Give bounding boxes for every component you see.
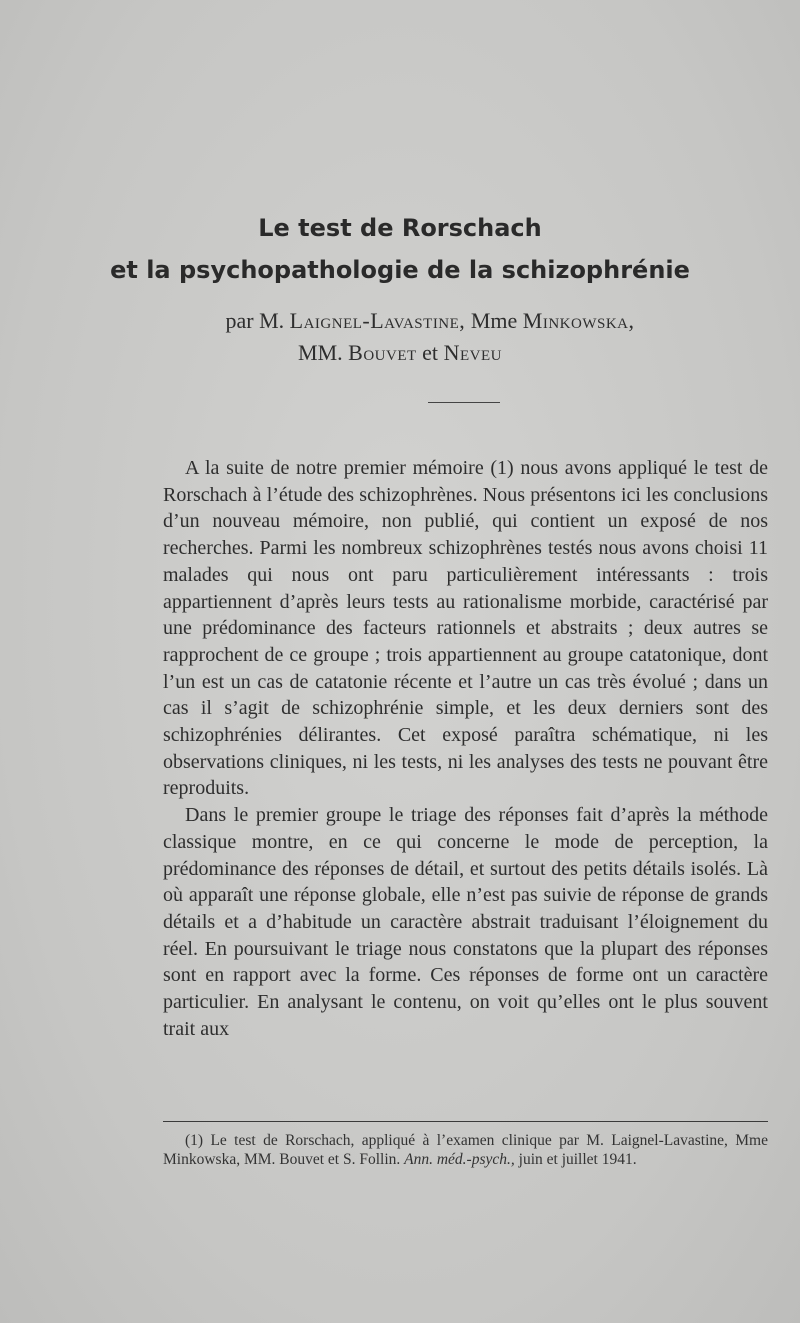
paragraph-2: Dans le premier groupe le triage des réponses fait d’après la méthode classique montre, en ce qui concerne le mode de perception, la prédominance des réponses de détail, et surtout des petits détails isolés. Là où apparaît une réponse globale, elle n’est pas suivie de réponse de grands détails et a d’habitude un caractère abstrait traduisant l’éloignement du réel. En poursuivant le triage nous constatons que la plupart des réponses sont en rapport avec la forme. Ces réponses de forme ont un caractère particulier. En analysant le contenu, on voit qu’elles ont le plus souvent trait aux bbox=[163, 804, 768, 1040]
title-line-1: Le test de Rorschach bbox=[258, 214, 542, 242]
body-text bbox=[163, 455, 768, 1042]
author-neveu: Neveu bbox=[443, 340, 502, 365]
author-laignel-lavastine: Laignel-Lavastine, bbox=[289, 308, 466, 333]
title-separator-rule bbox=[428, 402, 500, 403]
author-title-mm: MM. bbox=[298, 340, 343, 365]
footnote-date: juin et juillet 1941. bbox=[518, 1151, 637, 1168]
footnote-text: (1) Le test de Rorschach, appliqué à l’examen clinique par M. Laignel-Lavastine, Mme Minkowska, MM. Bouvet et S. Follin. bbox=[163, 1132, 768, 1168]
author-prefix-par: par M. bbox=[225, 308, 285, 333]
footnote-journal: Ann. méd.-psych., bbox=[404, 1151, 515, 1168]
author-bouvet: Bouvet bbox=[348, 340, 417, 365]
footnote bbox=[163, 1131, 768, 1169]
author-title-mme: Mme bbox=[470, 308, 518, 333]
title-line-2: et la psychopathologie de la schizophrénie bbox=[110, 256, 690, 284]
authors-line-2 bbox=[0, 340, 800, 366]
paragraph-1: A la suite de notre premier mémoire (1) nous avons appliqué le test de Rorschach à l’étude des schizophrènes. Nous présentons ici les conclusions d’un nouveau mémoire, non publié, qui contient un exposé de nos recherches. Parmi les nombreux schizophrènes testés nous avons choisi 11 malades qui nous ont paru particulièrement intéressants : trois appartiennent d’après leurs tests au rationalisme morbide, caractérisé par une prédominance des facteurs rationnels et abstraits ; deux autres se rapprochent de ce groupe ; trois appartiennent au groupe catatonique, dont l’un est un cas de catatonie récente et l’autre un cas très évolué ; dans un cas il s’agit de schizophrénie simple, et les deux derniers sont des schizophrénies délirantes. Cet exposé paraîtra schématique, ni les observations cliniques, ni les tests, ni les analyses des tests ne pouvant être reproduits. bbox=[163, 457, 768, 800]
footnote-rule bbox=[163, 1121, 768, 1122]
author-minkowska: Minkowska, bbox=[522, 308, 635, 333]
author-conjunction-et: et bbox=[422, 340, 439, 365]
authors-line-1 bbox=[0, 308, 800, 334]
